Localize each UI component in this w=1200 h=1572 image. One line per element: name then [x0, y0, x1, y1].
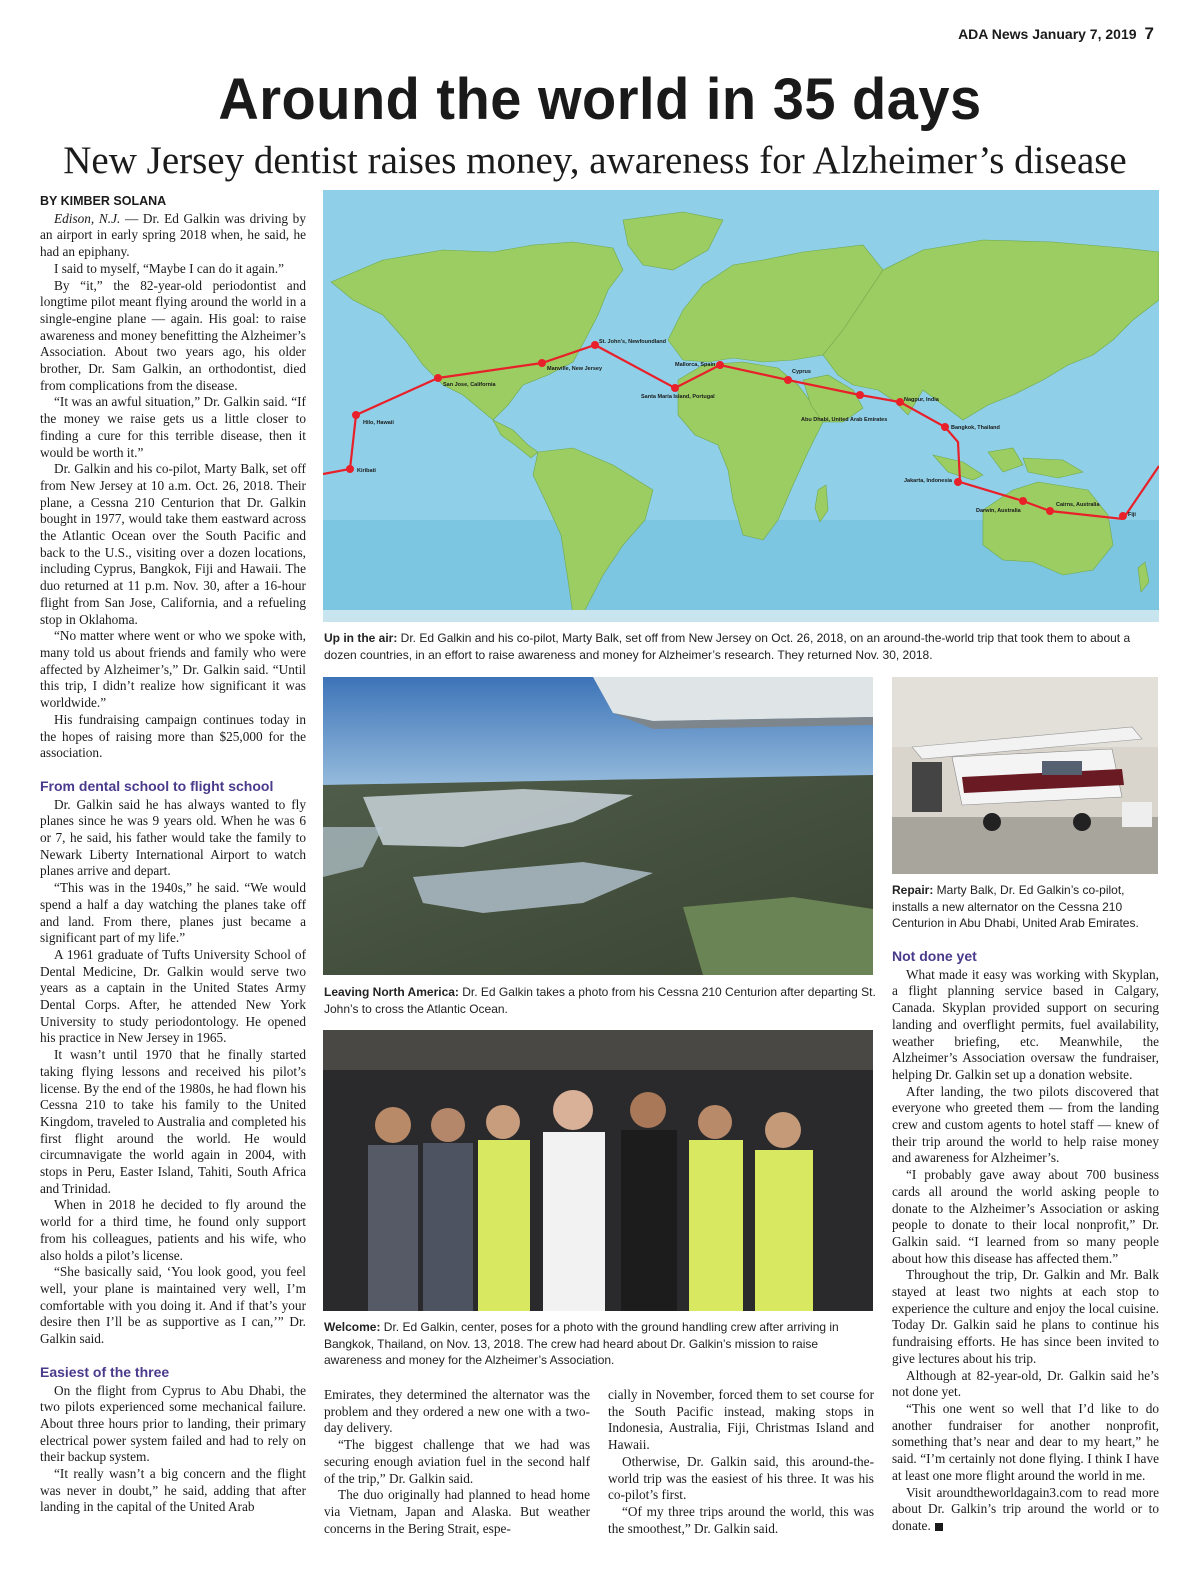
article-column-2	[324, 1387, 590, 1537]
paragraph: His fundraising campaign continues today in the hopes of raising more than $25,000 for the association.	[40, 711, 306, 761]
subhead: New Jersey dentist raises money, awareness for Alzheimer’s disease	[63, 139, 1127, 182]
paragraph: On the flight from Cyprus to Abu Dhabi, the two pilots experienced some mechanical failure. About three hours prior to landing, their primary electrical power system failed and had to rely on their backup system.	[40, 1382, 306, 1465]
page-folio	[958, 24, 1154, 44]
paragraph: The duo originally had planned to head home via Vietnam, Japan and Alaska. But weather concerns in the Bering Strait, espe-	[324, 1487, 590, 1536]
route-map	[323, 190, 1159, 622]
map-label-abu-dhabi: Abu Dhabi, United Arab Emirates	[801, 417, 888, 423]
headline: Around the world in 35 days	[218, 65, 982, 132]
map-label-santa-maria: Santa Maria Island, Portugal	[641, 394, 715, 400]
paragraph: Dr. Galkin and his co-pilot, Marty Balk, set off from New Jersey at 10 a.m. Oct. 26, 2018. Their plane, a Cessna 210 Centurion that Dr. Galkin bought in 1977, would take them eastward across the Atlantic Ocean over the South Pacific and back to the U.S., visiting over a dozen locations, including Cyprus, Bangkok, Fiji and Hawaii. The duo returned at 11 p.m. Nov. 30, after a 16-hour flight from San Jose, California, and a refueling stop in Oklahoma.	[40, 461, 306, 627]
map-label-bangkok: Bangkok, Thailand	[951, 425, 1000, 431]
map-label-darwin: Darwin, Australia	[976, 508, 1021, 514]
map-caption	[324, 630, 1160, 663]
map-label-nagpur: Nagpur, India	[904, 397, 939, 403]
article-column-4	[892, 948, 1159, 1535]
repair-photo	[892, 677, 1158, 874]
caption-text: Marty Balk, Dr. Ed Galkin’s co-pilot, installs a new alternator on the Cessna 210 Centurion in Abu Dhabi, United Arab Emirates.	[892, 883, 1139, 930]
aerial-photo	[323, 677, 873, 975]
map-label-fiji: Fiji	[1128, 512, 1136, 518]
paragraph: What made it easy was working with Skyplan, a flight planning service based in Calgary, Canada. Skyplan provided support on securing landing and overflight permits, fuel availability, weather briefing, etc. Meanwhile, the Alzheimer’s Association oversaw the fundraiser, helping Dr. Galkin set up a donation website.	[892, 966, 1159, 1082]
caption-text: Dr. Ed Galkin, center, poses for a photo with the ground handling crew after arriving in Bangkok, Thailand, on Nov. 13, 2018. The crew had heard about Dr. Galkin’s mission to raise awareness and money for the Alzheimer’s Association.	[324, 1320, 839, 1367]
article-column-1	[40, 193, 306, 1516]
section-heading: From dental school to flight school	[40, 777, 274, 794]
map-label-mallorca: Mallorca, Spain	[675, 362, 716, 368]
section-heading: Not done yet	[892, 948, 977, 964]
paragraph: Edison, N.J. — Dr. Ed Galkin was driving by an airport in early spring 2018 when, he said, he had an epiphany.	[40, 210, 306, 260]
paragraph: “Of my three trips around the world, this was the smoothest,” Dr. Galkin said.	[608, 1503, 874, 1536]
caption-text: Dr. Ed Galkin takes a photo from his Cessna 210 Centurion after departing St. John’s to cross the Atlantic Ocean.	[324, 985, 876, 1016]
section-heading: Easiest of the three	[40, 1363, 170, 1380]
paragraph: Dr. Galkin said he has always wanted to fly planes since he was 9 years old. When he was 6 or 7, he said, his father would take the family to Newark Liberty International Airport to watch planes arrive and depart.	[40, 796, 306, 879]
folio-text: ADA News January 7, 2019	[958, 26, 1137, 42]
caption-lead: Up in the air:	[324, 631, 398, 645]
caption-lead: Repair:	[892, 883, 934, 897]
dateline: Edison, N.J.	[54, 210, 121, 226]
end-mark	[935, 1523, 943, 1531]
welcome-photo	[323, 1030, 873, 1311]
welcome-caption	[324, 1319, 876, 1369]
paragraph: “No matter where went or who we spoke with, many told us about friends and family who were affected by Alzheimer’s,” Dr. Galkin said. “Until this trip, I didn’t realize how significant it was worldwide.”	[40, 628, 306, 711]
paragraph: “This was in the 1940s,” he said. “We would spend a half a day watching the planes take off and land. From there, planes just became a significant part of my life.”	[40, 880, 306, 946]
caption-lead: Welcome:	[324, 1320, 381, 1334]
byline: BY KIMBER SOLANA	[40, 194, 167, 208]
paragraph: Although at 82-year-old, Dr. Galkin said he’s not done yet.	[892, 1367, 1159, 1400]
page-number: 7	[1144, 24, 1154, 43]
map-label-kiribati: Kiribati	[357, 468, 376, 474]
paragraph: When in 2018 he decided to fly around the world for a third time, he found only support from his colleagues, patients and his wife, who also holds a pilot’s license.	[40, 1197, 306, 1263]
map-label-san-jose: San Jose, California	[443, 382, 496, 388]
map-label-jakarta: Jakarta, Indonesia	[904, 478, 952, 484]
map-label-st-johns: St. John’s, Newfoundland	[599, 339, 667, 345]
paragraph: Emirates, they determined the alternator was the problem and they ordered a new one with a two-day delivery.	[324, 1387, 590, 1436]
repair-caption	[892, 882, 1160, 932]
caption-lead: Leaving North America:	[324, 985, 459, 999]
paragraph: By “it,” the 82-year-old periodontist and longtime pilot meant flying around the world in a single-engine plane — again. His goal: to raise awareness and money benefitting the Alzheimer’s Association. About two years ago, his older brother, Dr. Sam Galkin, an orthodontist, died from complications from the disease.	[40, 277, 306, 393]
article-column-3	[608, 1387, 874, 1537]
paragraph: “She basically said, ‘You look good, you feel well, your plane is maintained very well, I’m comfortable with you doing it. And if that’s your desire then I’ll be as supportive as I can,’” Dr. Galkin said.	[40, 1264, 306, 1347]
aerial-caption	[324, 984, 876, 1017]
paragraph: “The biggest challenge that we had was securing enough aviation fuel in the second half of the trip,” Dr. Galkin said.	[324, 1437, 590, 1486]
paragraph: Otherwise, Dr. Galkin said, this around-the-world trip was the easiest of his three. It was his co-pilot’s first.	[608, 1453, 874, 1503]
map-label-cyprus: Cyprus	[792, 369, 811, 375]
paragraph: Visit aroundtheworldagain3.com to read more about Dr. Galkin’s trip around the world or to donate.	[892, 1484, 1159, 1533]
paragraph: cially in November, forced them to set course for the South Pacific instead, making stops in Indonesia, Australia, Fiji, Christmas Island and Hawaii.	[608, 1387, 874, 1453]
caption-text: Dr. Ed Galkin and his co-pilot, Marty Balk, set off from New Jersey on Oct. 26, 2018, on an around-the-world trip that took them to about a dozen countries, in an effort to raise awareness and money for Alzheimer’s research. They returned Nov. 30, 2018.	[324, 631, 1131, 662]
map-label-hilo: Hilo, Hawaii	[363, 420, 394, 426]
paragraph: I said to myself, “Maybe I can do it again.”	[54, 260, 285, 276]
paragraph: “It was an awful situation,” Dr. Galkin said. “If the money we raise gets us a little closer to finding a cure for this terrible disease, then it would be worth it.”	[40, 394, 306, 460]
paragraph: It wasn’t until 1970 that he finally started taking flying lessons and received his pilot’s license. By the end of the 1980s, he had flown his Cessna 210 to take his family to the United Kingdom, traveled to Australia and completed his first flight around the world. He would circumnavigate the world again in 2004, with stops in Peru, Easter Island, Tahiti, South Africa and Trinidad.	[40, 1047, 306, 1196]
paragraph: Throughout the trip, Dr. Galkin and Mr. Balk stayed at least two nights at each stop to experience the culture and enjoy the local cuisine. Today Dr. Galkin said he plans to continue his fundraising efforts. He has since been invited to give lectures about his trip.	[892, 1267, 1159, 1366]
world-map-graphic	[323, 190, 1159, 622]
map-label-manville: Manville, New Jersey	[547, 366, 603, 372]
paragraph: “It really wasn’t a big concern and the flight was never in doubt,” he said, adding that after landing in the capital of the United Arab	[40, 1466, 306, 1515]
paragraph: “This one went so well that I’d like to do another fundraiser for another nonprofit, something that’s near and dear to my heart,” he said. “I’m certainly not done flying. I think I have at least one more flight around the world in me.	[892, 1400, 1159, 1483]
paragraph: “I probably gave away about 700 business cards all around the world asking people to donate to the Alzheimer’s Association or asking people to donate to their local nonprofit,” Dr. Galkin said. “I learned from so many people about how this disease has affected them.”	[892, 1167, 1159, 1266]
paragraph: A 1961 graduate of Tufts University School of Dental Medicine, Dr. Galkin would serve two years as a captain in the United States Army Dental Corps. After, he attended New York University to study periodontology. He opened his practice in New Jersey in 1965.	[40, 946, 306, 1046]
paragraph: After landing, the two pilots discovered that everyone who greeted them — from the landing crew and custom agents to hotel staff — knew of their trip around the world to help raise money and awareness for Alzheimer’s.	[892, 1083, 1159, 1166]
map-label-cairns: Cairns, Australia	[1056, 502, 1100, 508]
